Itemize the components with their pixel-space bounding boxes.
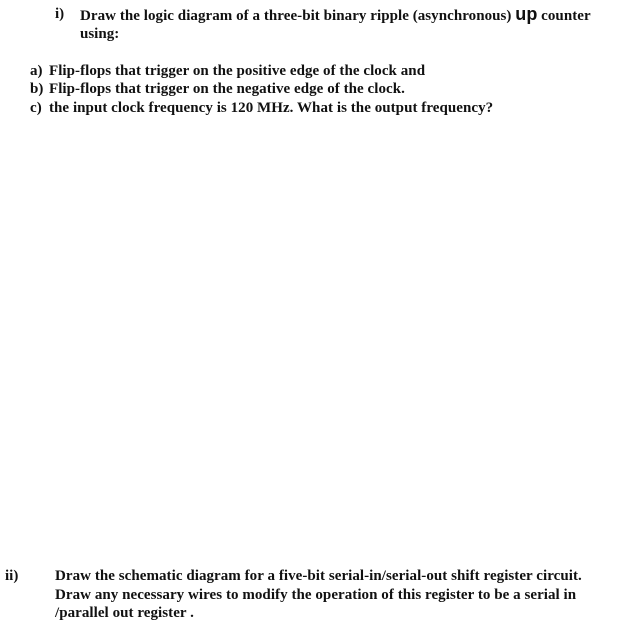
subpart-c-label: c) [30, 100, 42, 116]
question-2-prompt [55, 567, 630, 623]
subpart-a [30, 62, 425, 80]
subpart-c-text: the input clock frequency is 120 MHz. What is the output frequency? [49, 100, 494, 116]
subpart-b [30, 80, 405, 98]
question-2-line-1: Draw the schematic diagram for a five-bit serial-in/serial-out shift register circuit. [55, 568, 582, 584]
question-1-emphasis-up: up [515, 4, 538, 24]
question-1-number: i) [55, 6, 65, 22]
subpart-b-text: Flip-flops that trigger on the negative edge of the clock. [49, 81, 405, 97]
question-2-line-2: Draw any necessary wires to modify the operation of this register to be a serial in [55, 586, 577, 603]
subpart-a-label: a) [30, 63, 43, 79]
question-1-prompt-text: Draw the logic diagram of a three-bit binary ripple (asynchronous) [80, 8, 516, 24]
subpart-b-label: b) [30, 81, 44, 97]
question-2-number: ii) [5, 568, 19, 584]
question-1-prompt-text-end: counter [537, 8, 591, 24]
subpart-a-text: Flip-flops that trigger on the positive edge of the clock and [49, 63, 426, 79]
question-1-prompt-line-1 [80, 5, 591, 25]
subpart-c [30, 99, 493, 117]
question-2-line-3: /parallel out register . [55, 605, 194, 621]
question-1-prompt-line-2: using: [80, 26, 120, 42]
